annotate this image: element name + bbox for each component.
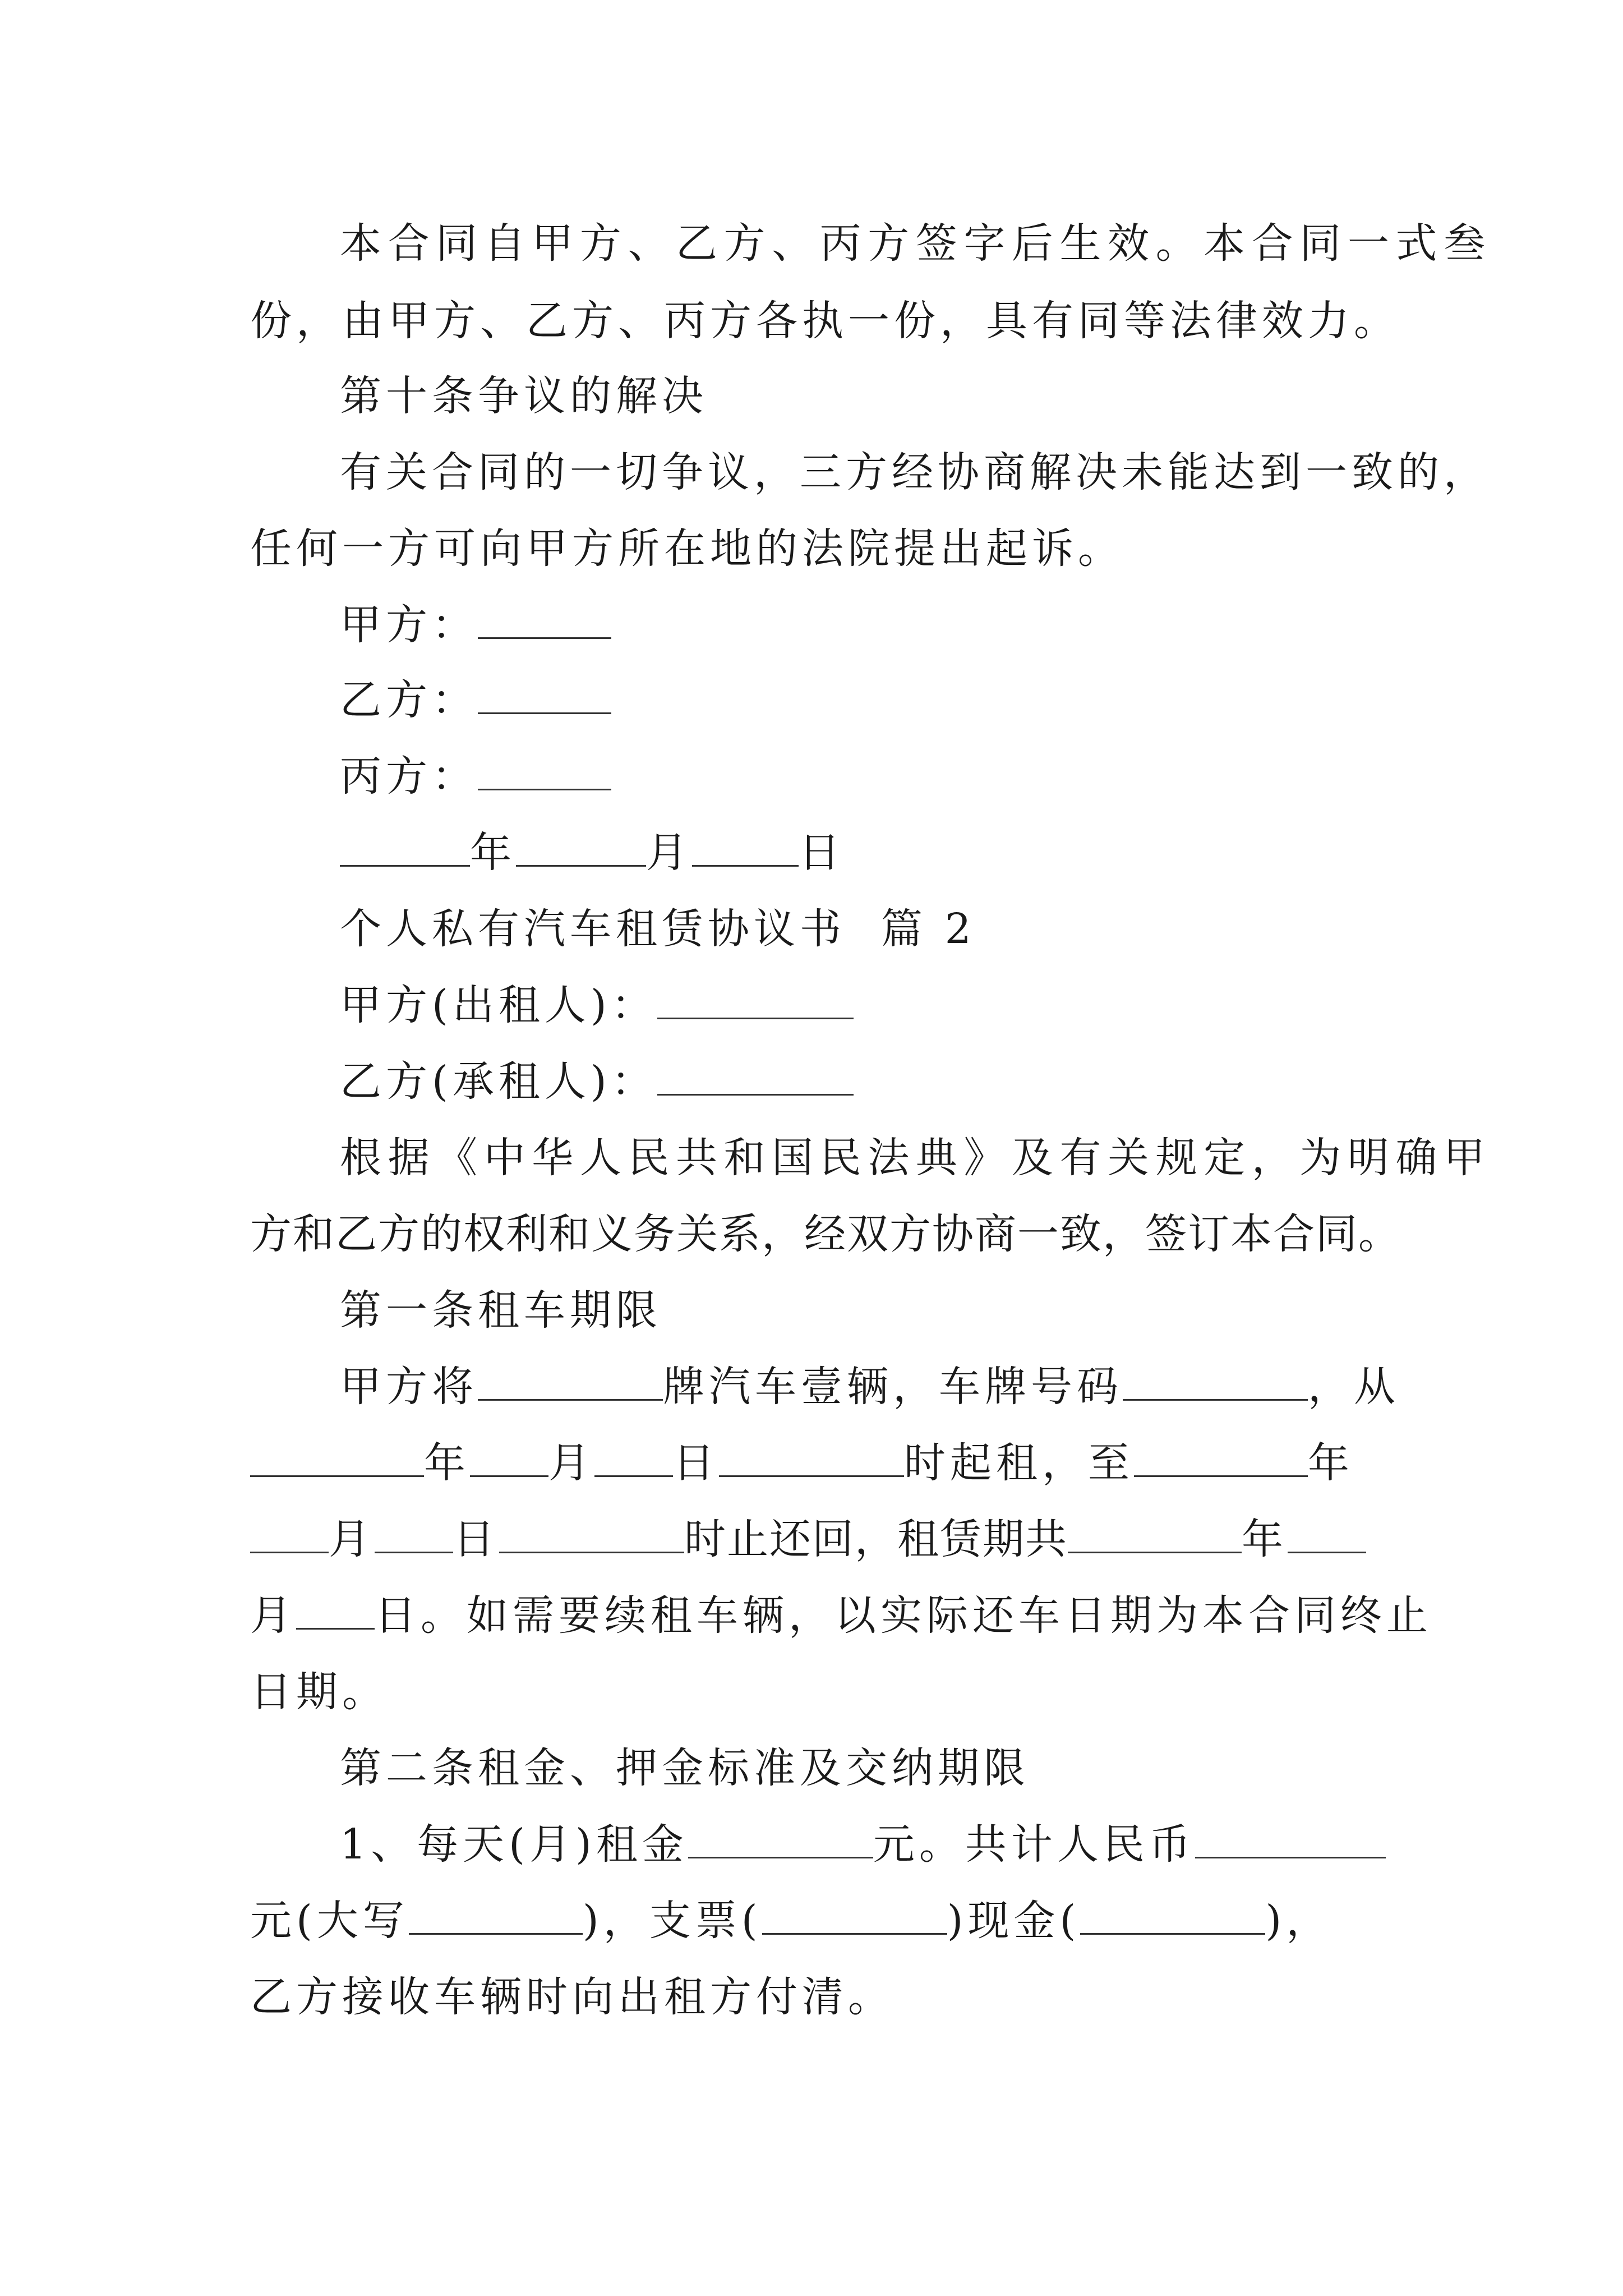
text: 份，由甲方、乙方、丙方各执一份，具有同等法律效力。 <box>250 297 1400 345</box>
signature-line-party-b <box>340 673 1490 727</box>
paragraph-line <box>250 294 1400 348</box>
text: 方和乙方的权利和义务关系，经双方协商一致，签订本合同。 <box>250 1210 1401 1258</box>
paragraph-line <box>340 445 1490 499</box>
paragraph-line <box>250 1512 1400 1566</box>
text: 乙方(承租人)： <box>340 1057 657 1106</box>
text: 第二条租金、押金标准及交纳期限 <box>340 1744 1030 1792</box>
text: 任何一方可向甲方所在地的法院提出起诉。 <box>250 524 1124 573</box>
blank-field[interactable] <box>1134 1442 1308 1477</box>
blank-field[interactable] <box>499 1518 684 1553</box>
party-b-line <box>340 1055 1490 1108</box>
section-heading <box>340 1283 1490 1337</box>
paragraph-line <box>250 1665 1400 1719</box>
text: 年 <box>1242 1515 1288 1563</box>
blank-field[interactable] <box>1080 1899 1265 1935</box>
text: 丙方： <box>340 752 478 800</box>
text: ，从 <box>1308 1363 1400 1411</box>
paragraph-line <box>250 522 1400 576</box>
blank-field[interactable] <box>250 1442 424 1477</box>
paragraph-line <box>250 1207 1400 1261</box>
blank-field[interactable] <box>762 1899 947 1935</box>
text: 元。共计人民币 <box>873 1820 1195 1869</box>
signature-line-party-c <box>340 749 1490 803</box>
blank-field[interactable] <box>1068 1518 1242 1553</box>
party-a-line <box>340 978 1490 1032</box>
text: 元(大写 <box>250 1897 409 1945</box>
blank-field[interactable] <box>688 1823 873 1858</box>
text: 乙方接收车辆时向出租方付清。 <box>250 1973 894 2021</box>
text: 甲方(出租人)： <box>340 981 657 1029</box>
blank-field[interactable] <box>340 831 470 867</box>
text: 日期。 <box>250 1668 388 1716</box>
text: 牌汽车壹辆，车牌号码 <box>663 1363 1123 1411</box>
paragraph-line <box>250 1894 1400 1948</box>
blank-field[interactable] <box>657 1060 854 1096</box>
text: 有关合同的一切争议，三方经协商解决未能达到一致的， <box>340 448 1490 496</box>
blank-field[interactable] <box>594 1442 673 1477</box>
blank-field[interactable] <box>250 1518 329 1553</box>
text: 日 <box>673 1439 719 1487</box>
text: 月 <box>250 1591 296 1640</box>
date-line <box>340 826 1490 880</box>
text: 日 <box>453 1515 499 1563</box>
blank-field[interactable] <box>692 831 799 867</box>
blank-field[interactable] <box>478 1365 663 1401</box>
text: 日 <box>799 829 845 877</box>
text: )， <box>1265 1897 1332 1945</box>
text: 第十条争议的解决 <box>340 372 708 420</box>
paragraph-line <box>340 1131 1490 1185</box>
text: 乙方： <box>340 676 478 724</box>
paragraph-line <box>340 1818 1490 1871</box>
paragraph-line <box>340 217 1490 270</box>
blank-field[interactable] <box>478 679 611 714</box>
text: 月 <box>329 1515 375 1563</box>
text: 月 <box>548 1439 594 1487</box>
paragraph-line <box>340 1360 1490 1414</box>
blank-field[interactable] <box>516 831 646 867</box>
blank-field[interactable] <box>1288 1518 1366 1553</box>
blank-field[interactable] <box>657 984 854 1019</box>
text: 个人私有汽车租赁协议书 篇 2 <box>340 905 976 953</box>
text: 第一条租车期限 <box>340 1286 662 1335</box>
text: 根据《中华人民共和国民法典》及有关规定，为明确甲 <box>340 1134 1490 1182</box>
text: 日。如需要续租车辆，以实际还车日期为本合同终止 <box>375 1591 1432 1640</box>
text: 年 <box>470 829 516 877</box>
text: 本合同自甲方、乙方、丙方签字后生效。本合同一式叁 <box>340 219 1490 268</box>
blank-field[interactable] <box>409 1899 583 1935</box>
blank-field[interactable] <box>1195 1823 1386 1858</box>
paragraph-line <box>250 1436 1400 1490</box>
text: )现金( <box>947 1897 1081 1945</box>
section-heading <box>340 1741 1490 1795</box>
document-title <box>340 902 1490 956</box>
text: 月 <box>646 829 692 877</box>
text: 甲方将 <box>340 1363 478 1411</box>
text: 时起租，至 <box>904 1439 1134 1487</box>
blank-field[interactable] <box>470 1442 548 1477</box>
blank-field[interactable] <box>719 1442 904 1477</box>
text: 年 <box>424 1439 470 1487</box>
text: 1、每天(月)租金 <box>340 1820 688 1869</box>
text: )，支票( <box>582 1897 762 1945</box>
text: 年 <box>1308 1439 1354 1487</box>
signature-line-party-a <box>340 598 1490 652</box>
blank-field[interactable] <box>478 604 611 639</box>
blank-field[interactable] <box>375 1518 453 1553</box>
blank-field[interactable] <box>1123 1365 1308 1401</box>
section-heading <box>340 369 1490 423</box>
paragraph-line <box>250 1589 1432 1642</box>
text: 甲方： <box>340 601 478 649</box>
blank-field[interactable] <box>296 1594 375 1630</box>
blank-field[interactable] <box>478 755 611 790</box>
paragraph-line <box>250 1970 1400 2024</box>
text: 时止还回，租赁期共 <box>684 1515 1068 1563</box>
